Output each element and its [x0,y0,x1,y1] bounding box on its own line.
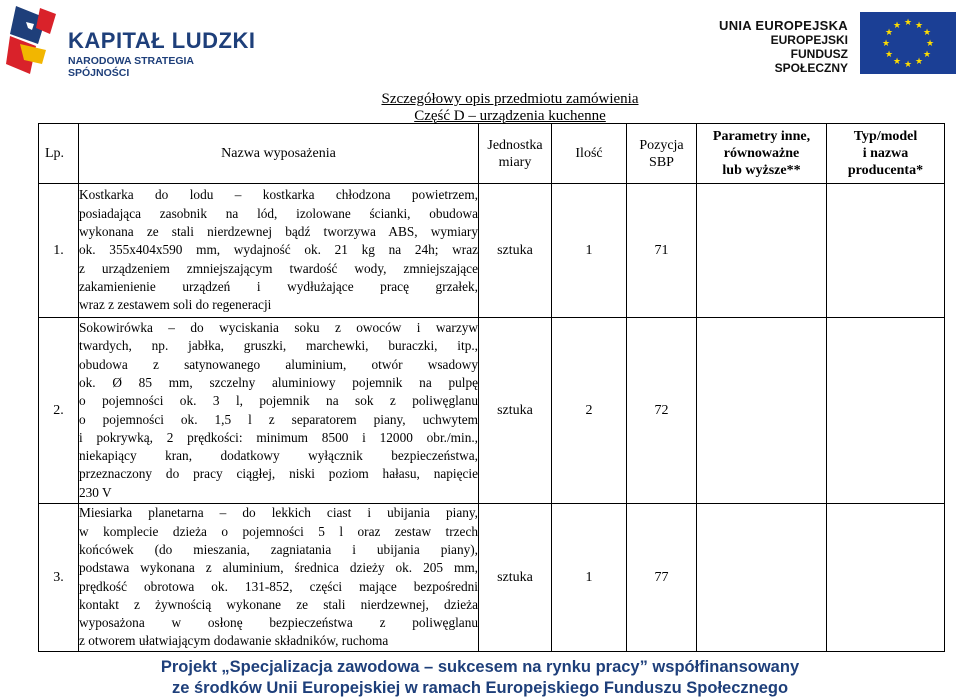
eu-logo-line3: FUNDUSZ SPOŁECZNY [774,47,848,75]
row-description [79,184,479,318]
table-header-row [39,124,945,184]
description-line: obudowa z satynowanego aluminium, otwór wsadowy [79,356,478,372]
svg-text:★: ★ [884,28,894,38]
row-description [79,504,479,652]
description-line: ok. 355x404x590 mm, wydajność ok. 21 kg na 24h; wraz [79,242,478,258]
header-params-line3: lub wyższe** [722,163,801,178]
row-qty: 1 [552,184,627,318]
description-line: kontakt z żywnością wykonane ze stali nierdzewnej, dzieża [79,596,478,612]
svg-text:★: ★ [892,21,902,31]
table-row [39,318,945,504]
header-name: Nazwa wyposażenia [79,124,479,184]
eu-logo-line1: UNIA EUROPEJSKA [719,18,848,33]
header-unit [479,124,552,184]
document-subtitle: Część D – urządzenia kuchenne [414,108,606,124]
header-type-line1: Typ/model [853,129,918,144]
description-line: posiadająca zasobnik na lód, izolowane ścianki, obudowa [79,205,478,221]
svg-text:★: ★ [914,21,924,31]
document-title: Szczegółowy opis przedmiotu zamówienia [381,91,639,107]
description-line: Kostkarka do lodu – kostkarka chłodzona powietrzem, [79,187,478,203]
header-params-line1: Parametry inne, [712,129,811,144]
row-lp: 3. [39,504,79,652]
description-line: końcówek (do mieszania, zagniatania i ubijania piany), [79,541,478,557]
description-line: wraz z zestawem soli do regeneracji [79,297,272,313]
equipment-table [38,123,945,652]
description-line: prędkość obrotowa ok. 131-852, części mające bezpośredni [79,578,478,594]
row-type [827,504,945,652]
table-row [39,504,945,652]
description-line: Sokowirówka – do wyciskania soku z owoców i warzyw [79,320,478,336]
row-type [827,318,945,504]
row-description [79,318,479,504]
eu-logo [716,12,956,78]
description-line: w komplecie dzieża o pojemności 5 l oraz zestaw trzech [79,523,478,539]
description-line: zakamienienie urządzeń i wydłużające pracę grzałek, [79,278,478,294]
eu-logo-line2: EUROPEJSKI [770,33,848,47]
row-unit: sztuka [479,318,552,504]
eu-logo-text [716,18,848,75]
header-type-line2: i nazwa [862,146,909,161]
description-line: o pojemności ok. 1,5 l z separatorem piany, uchwytem [79,411,478,427]
header-params-line2: równoważne [723,146,800,161]
row-qty: 1 [552,504,627,652]
row-params [697,504,827,652]
header-lp: Lp. [39,124,79,184]
header-type [827,124,945,184]
row-pos: 72 [627,318,697,504]
svg-text:★: ★ [903,18,913,28]
description-line: twardych, np. jabłka, gruszki, marchewki, buraczki, itp., [79,338,478,354]
description-line: wyposażona w osłonę bezpieczeństwa z poliwęglanu [79,615,478,631]
row-unit: sztuka [479,504,552,652]
project-footer-line1: Projekt „Specjalizacja zawodowa – sukcesem na rynku pracy” współfinansowany [160,658,800,676]
header-params [697,124,827,184]
description-line: Miesiarka planetarna – do lekkich ciast i ubijania piany, [79,505,478,521]
row-lp: 2. [39,318,79,504]
header-qty: Ilość [552,124,627,184]
header-pos-line2: SBP [649,154,674,170]
row-qty: 2 [552,318,627,504]
description-line: 230 V [79,484,112,500]
row-params [697,184,827,318]
header-pos-line1: Pozycja [639,137,684,153]
svg-text:★: ★ [881,39,891,49]
description-line: wykonana ze stali nierdzewnej bądź tworzywa ABS, wymiary [79,224,478,240]
svg-text:★: ★ [922,50,932,60]
kapital-ludzki-title: KAPITAŁ LUDZKI [68,28,256,53]
eu-flag-icon [860,12,956,74]
kapital-ludzki-logo [6,4,256,84]
description-line: z urządzeniem zmniejszającym twardość wody, zmniejszające [79,260,478,276]
description-line: o pojemności ok. 3 l, pojemnik na sok z poliwęglanu [79,393,478,409]
row-type [827,184,945,318]
description-line: przeznaczony do pracy ciągłej, niski poziom hałasu, napięcie [79,466,478,482]
project-footer-line2: ze środków Unii Europejskiej w ramach Europejskiego Funduszu Społecznego [171,679,789,697]
description-line: i pokrywką, 2 prędkości: minimum 8500 i 12000 obr./min., [79,429,478,445]
svg-text:★: ★ [884,50,894,60]
row-pos: 77 [627,504,697,652]
header-unit-line2: miary [498,154,532,170]
kapital-ludzki-mark-icon [6,4,60,78]
description-line: ok. Ø 85 mm, szczelny aluminiowy pojemnik na pulpę [79,374,478,390]
svg-text:★: ★ [892,57,902,67]
row-unit: sztuka [479,184,552,318]
row-lp: 1. [39,184,79,318]
row-params [697,318,827,504]
description-line: z otworem ułatwiającym dodawanie składników, ruchoma [79,633,389,649]
svg-text:★: ★ [922,28,932,38]
header-pos [627,124,697,184]
svg-text:★: ★ [903,60,913,70]
description-line: podstawa wykonana z aluminium, średnica dzieży ok. 205 mm, [79,560,478,576]
header-unit-line1: Jednostka [487,137,543,153]
svg-text:★: ★ [914,57,924,67]
kapital-ludzki-subtitle: NARODOWA STRATEGIA SPÓJNOŚCI [68,55,194,79]
header-type-line3: producenta* [847,163,924,178]
table-row [39,184,945,318]
row-pos: 71 [627,184,697,318]
description-line: niekapiący kran, dodatkowy wyłącznik bezpieczeństwa, [79,448,478,464]
svg-text:★: ★ [925,39,935,49]
